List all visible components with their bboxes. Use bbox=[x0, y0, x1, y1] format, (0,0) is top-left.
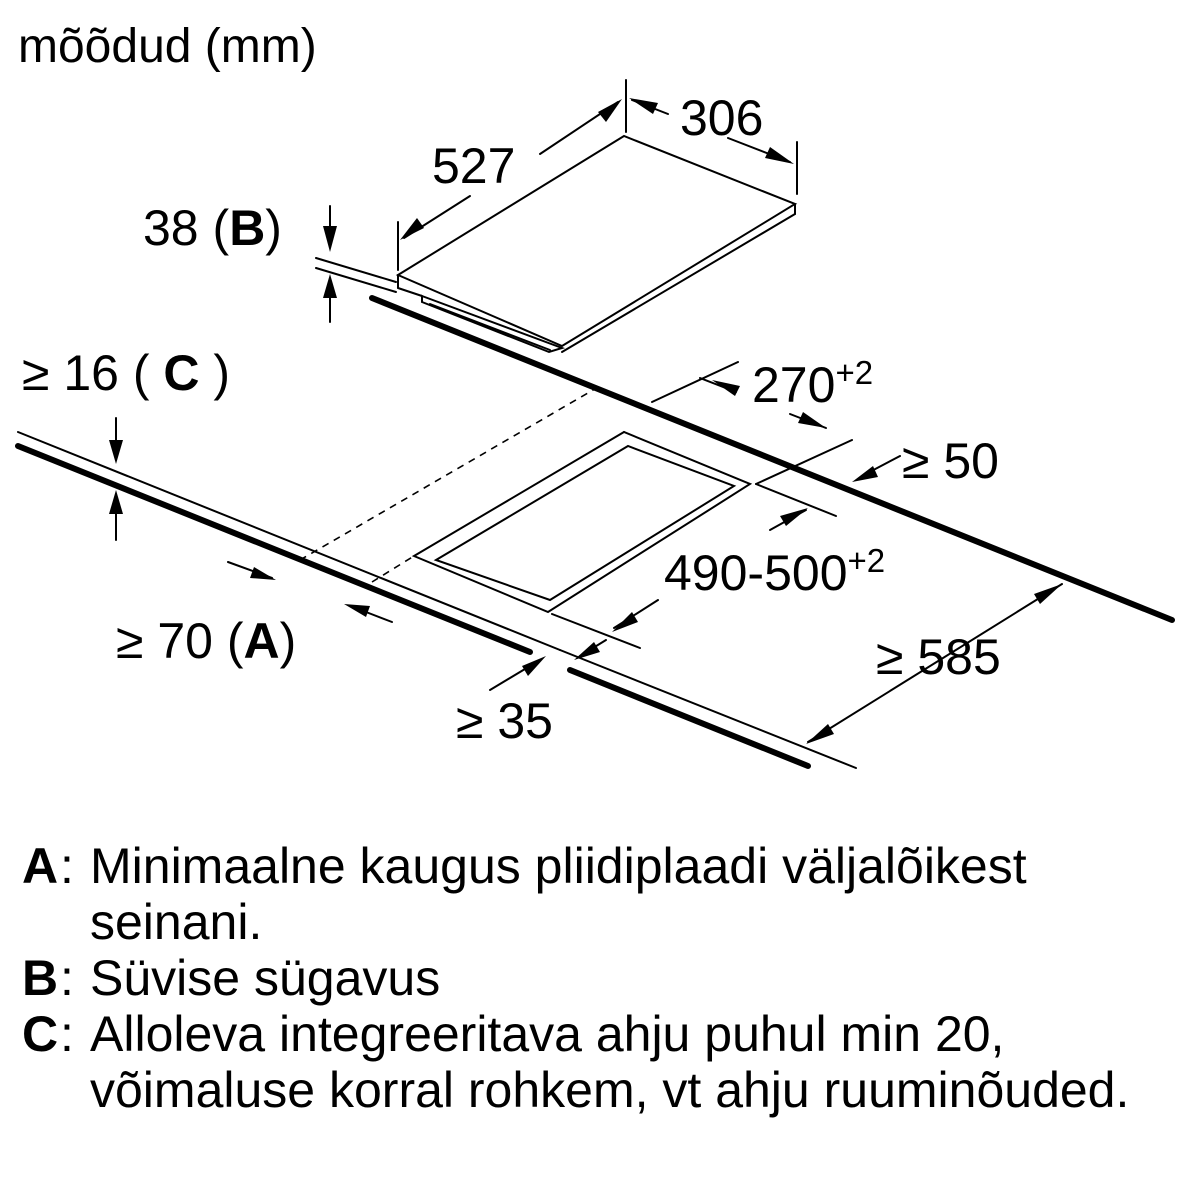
legend-key: C bbox=[22, 1006, 59, 1062]
legend-item-b: B : Süvise sügavus bbox=[22, 950, 441, 1006]
dim-depth-527: 527 bbox=[432, 138, 516, 194]
legend-text: Alloleva integreeritava ahju puhul min 20, võimaluse korral rohkem, vt ahju ruuminõuded. bbox=[90, 1006, 1130, 1118]
legend-text: Süvise sügavus bbox=[90, 950, 441, 1006]
dim-width-306: 306 bbox=[680, 90, 764, 146]
dim-back-clearance: ≥ 50 bbox=[902, 433, 999, 489]
legend-item-a: A : Minimaalne kaugus pliidiplaadi väljalõikest seinani. bbox=[22, 838, 1027, 950]
dim-cutout-width: $270^{+2}$ bbox=[752, 354, 874, 413]
legend-key: A bbox=[22, 838, 59, 894]
dim-min-gap-16: ≥ 16 ( C ) bbox=[22, 345, 231, 401]
legend-text: Minimaalne kaugus pliidiplaadi väljalõikest seinani. bbox=[90, 838, 1027, 950]
drawing-title: mõõdud (mm) bbox=[18, 20, 317, 73]
dim-front-clearance: ≥ 35 bbox=[456, 693, 553, 749]
worktop-front-edge-right bbox=[570, 670, 808, 766]
dim-wall-distance: ≥ 70 (A) bbox=[116, 613, 297, 669]
dim-height-38: 38 (B) bbox=[143, 200, 282, 256]
dim-worktop-depth: ≥ 585 bbox=[876, 629, 1001, 685]
dim-cutout-depth: $490-500^{+2}$ bbox=[664, 542, 886, 601]
legend-item-c: C : Alloleva integreeritava ahju puhul min 20, võimaluse korral rohkem, vt ahju ruuminõuded. bbox=[22, 1006, 1130, 1118]
legend-key: B bbox=[22, 950, 59, 1006]
legend bbox=[22, 838, 1182, 1118]
